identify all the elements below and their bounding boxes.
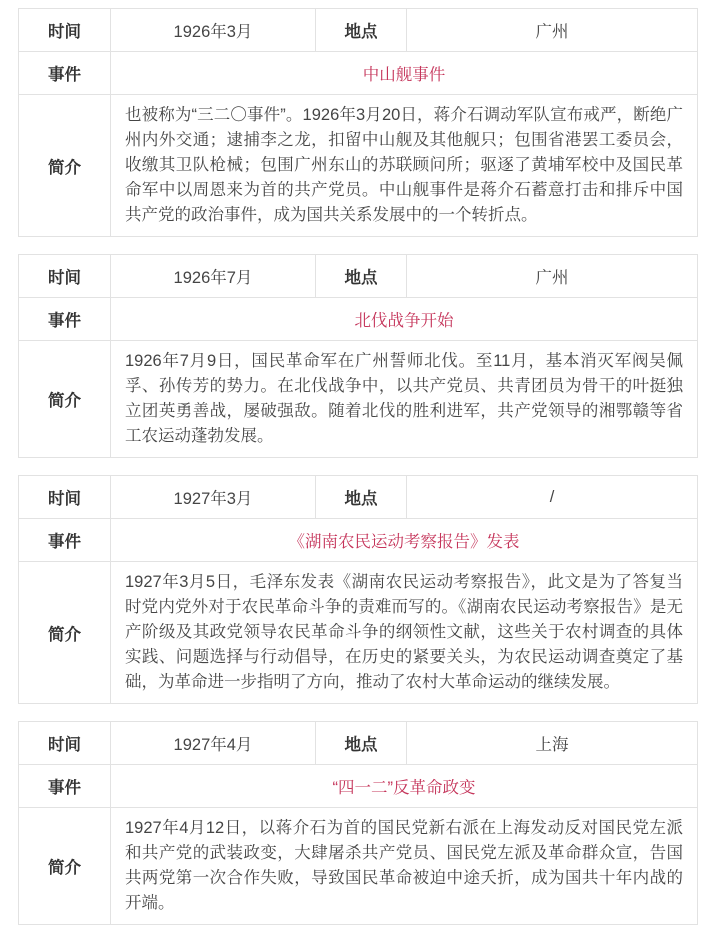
event-table-hunan-report [18,475,698,704]
summary-value: 1927年4月12日，以蒋介石为首的国民党新右派在上海发动反对国民党左派和共产党的武装政变，大肆屠杀共产党员、国民党左派及革命群众宣，告国共两党第一次合作失败，导致国民革命被迫中途夭折，成为国共十年内战的开端。 [111,808,698,925]
table-row [19,722,698,765]
time-value: 1927年4月 [111,722,316,765]
table-row [19,808,698,925]
event-value: 《湖南农民运动考察报告》发表 [111,519,698,562]
time-value: 1926年3月 [111,9,316,52]
location-label: 地点 [316,9,407,52]
time-label: 时间 [19,9,111,52]
table-row [19,95,698,237]
summary-value: 1926年7月9日，国民革命军在广州誓师北伐。至11月，基本消灭军阀吴佩孚、孙传芳的势力。在北伐战争中，以共产党员、共青团员为骨干的叶挺独立团英勇善战，屡破强敌。随着北伐的胜利进军，共产党领导的湘鄂赣等省工农运动蓬勃发展。 [111,341,698,458]
location-value: 上海 [407,722,698,765]
time-label: 时间 [19,476,111,519]
location-label: 地点 [316,255,407,298]
time-value: 1927年3月 [111,476,316,519]
time-label: 时间 [19,255,111,298]
location-value: 广州 [407,255,698,298]
event-label: 事件 [19,519,111,562]
table-row [19,341,698,458]
table-row [19,765,698,808]
table-row [19,562,698,704]
event-table-northern-expedition [18,254,698,458]
table-row [19,298,698,341]
summary-value: 1927年3月5日，毛泽东发表《湖南农民运动考察报告》，此文是为了答复当时党内党外对于农民革命斗争的责难而写的。《湖南农民运动考察报告》是无产阶级及其政党领导农民革命斗争的纲领性文献，这些关于农村调查的具体实践、问题选择与行动倡导，在历史的紧要关头，为农民运动调查奠定了基础，为革命进一步指明了方向，推动了农村大革命运动的继续发展。 [111,562,698,704]
event-value: “四一二”反革命政变 [111,765,698,808]
location-label: 地点 [316,476,407,519]
event-table-zhongshan-incident [18,8,698,237]
event-value: 北伐战争开始 [111,298,698,341]
location-label: 地点 [316,722,407,765]
event-label: 事件 [19,765,111,808]
summary-label: 简介 [19,562,111,704]
table-row [19,519,698,562]
table-row [19,476,698,519]
event-label: 事件 [19,52,111,95]
summary-label: 简介 [19,95,111,237]
event-table-april-12-coup [18,721,698,925]
table-row [19,255,698,298]
table-row [19,9,698,52]
location-value: / [407,476,698,519]
event-value: 中山舰事件 [111,52,698,95]
table-row [19,52,698,95]
time-label: 时间 [19,722,111,765]
location-value: 广州 [407,9,698,52]
time-value: 1926年7月 [111,255,316,298]
summary-label: 简介 [19,808,111,925]
summary-label: 简介 [19,341,111,458]
summary-value: 也被称为“三二〇事件”。1926年3月20日，蒋介石调动军队宣布戒严，断绝广州内外交通；逮捕李之龙，扣留中山舰及其他舰只；包围省港罢工委员会，收缴其卫队枪械；包围广州东山的苏联顾问所；驱逐了黄埔军校中及国民革命军中以周恩来为首的共产党员。中山舰事件是蒋介石蓄意打击和排斥中国共产党的政治事件，成为国共关系发展中的一个转折点。 [111,95,698,237]
event-label: 事件 [19,298,111,341]
